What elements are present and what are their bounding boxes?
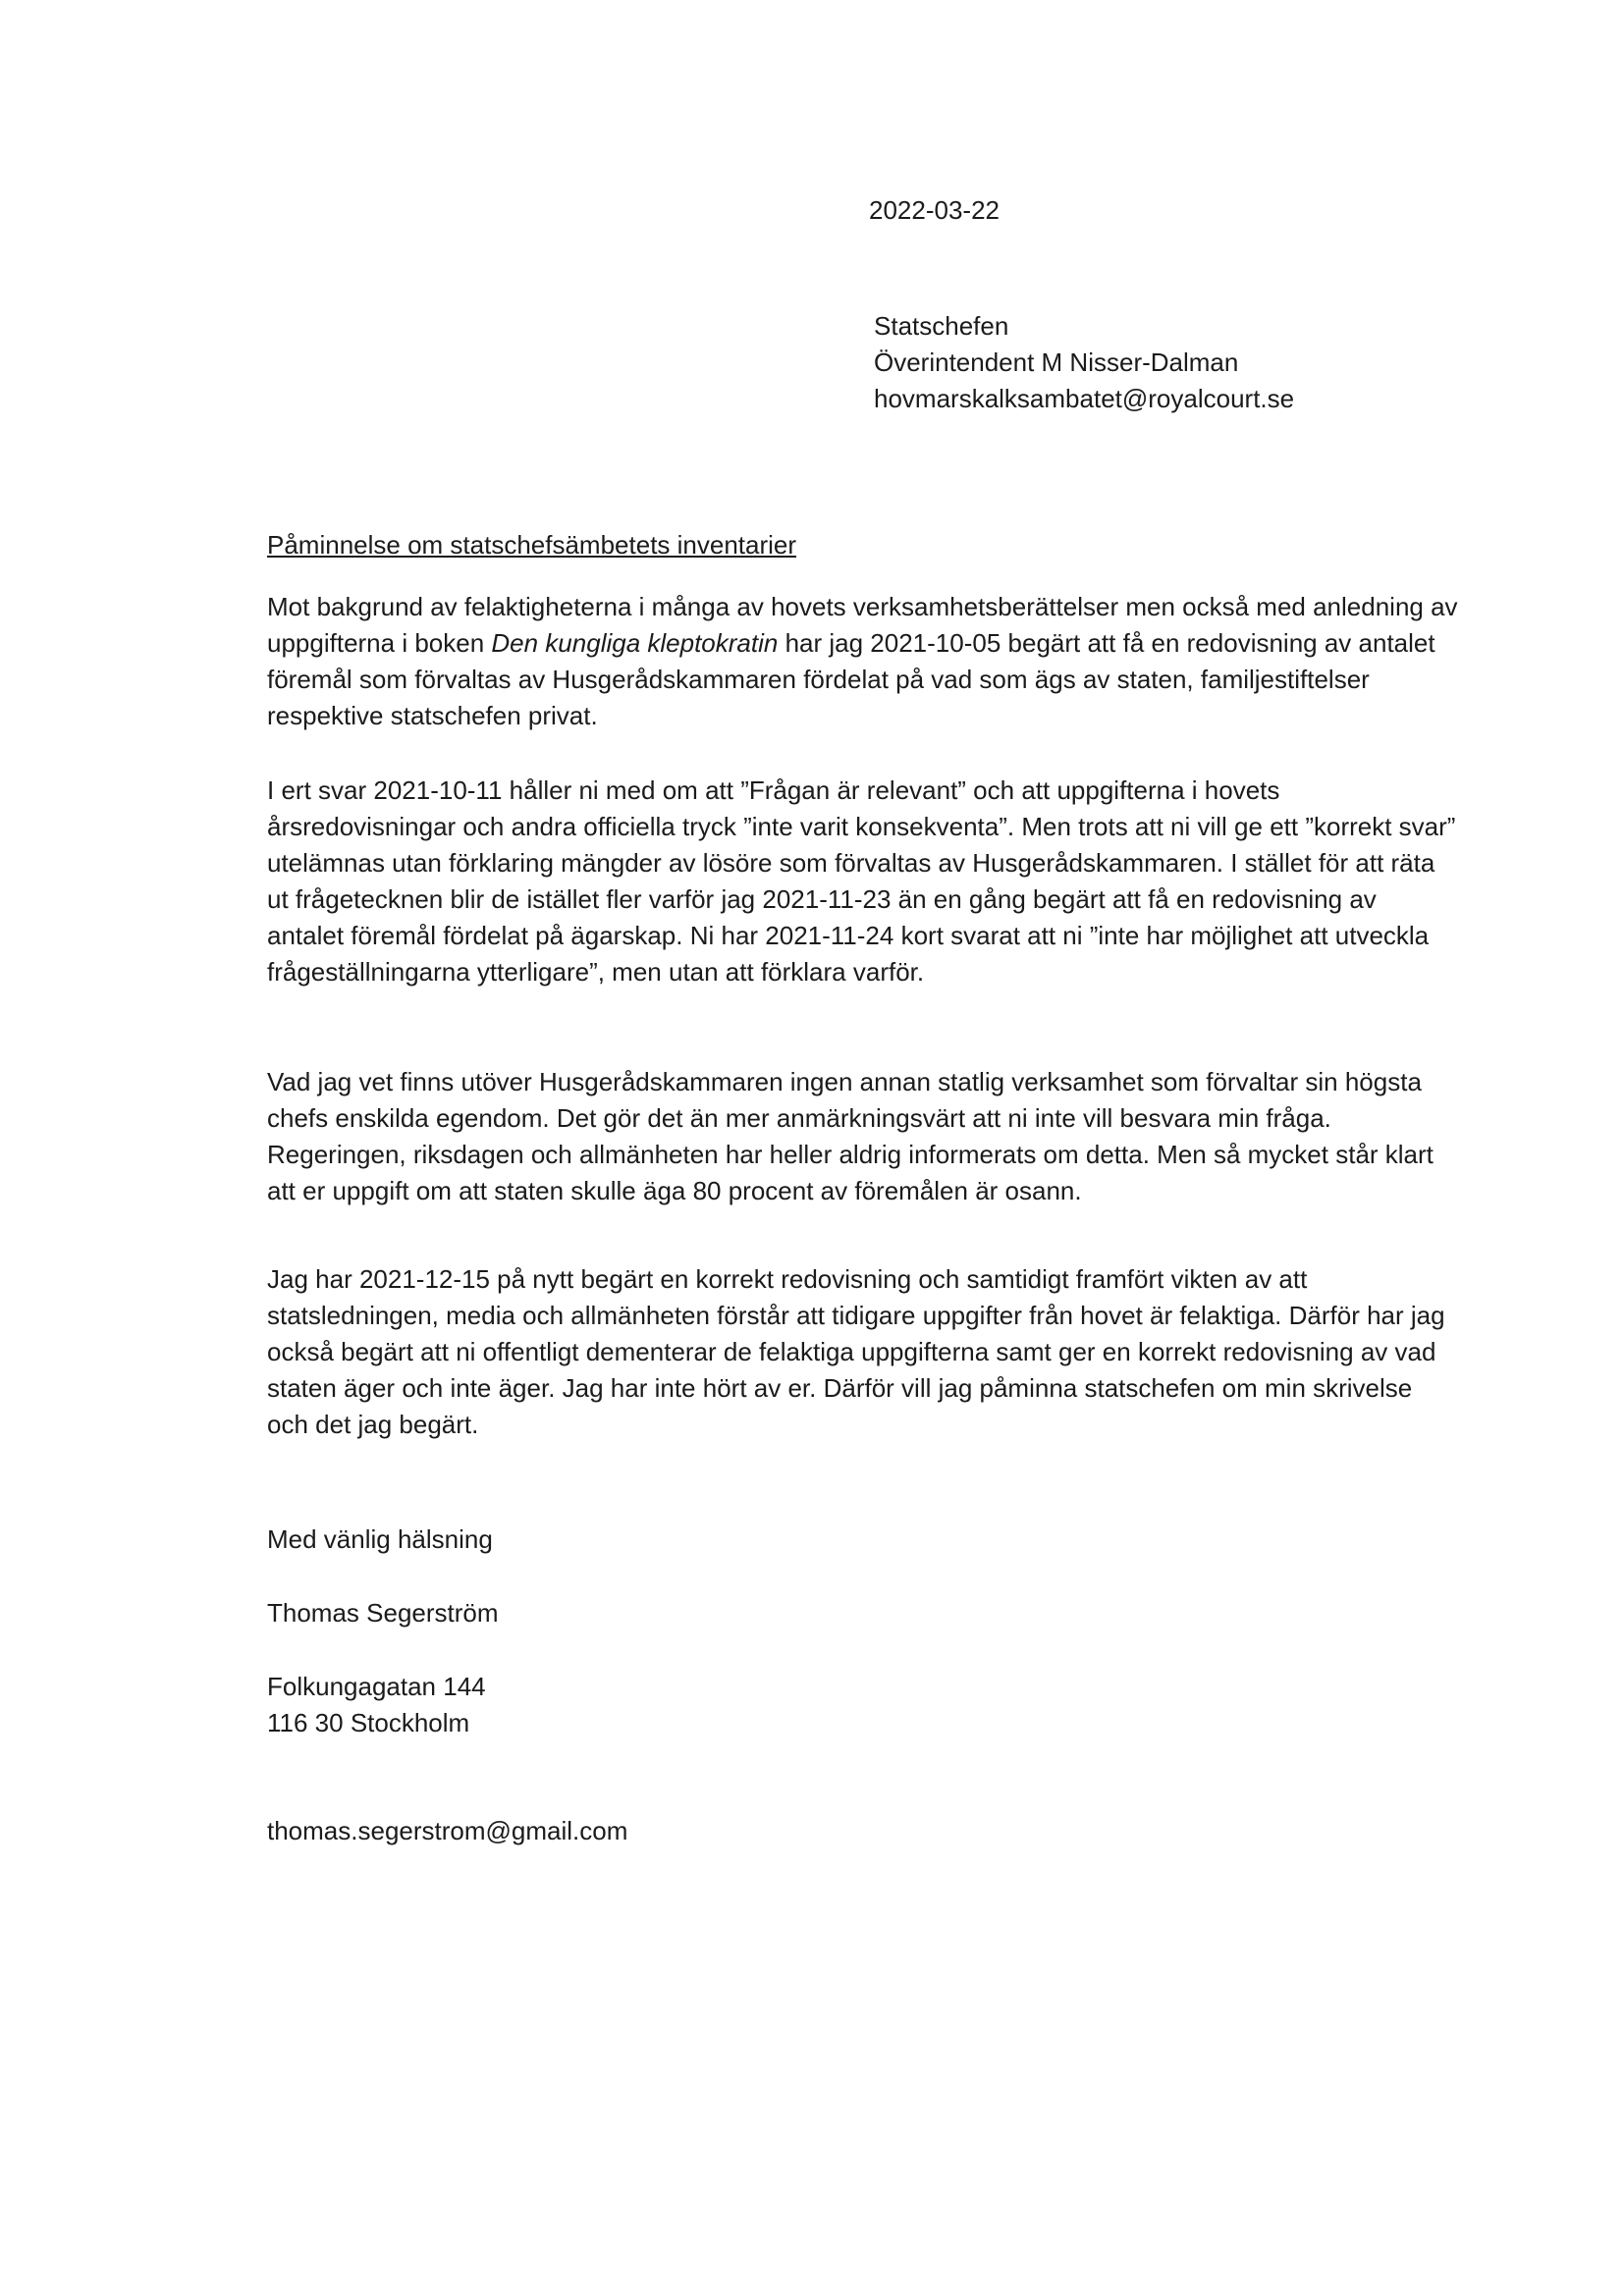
- paragraph-1-text-end: har jag 2021-10-05 begärt att få en redovisning av antalet föremål som förvaltas av Husgerådskammaren fördelat på vad som ägs av staten, familjestiftelser respektive statschefen privat.: [267, 628, 1435, 730]
- recipient-block: [874, 308, 1294, 417]
- sender-street: Folkungagatan 144: [267, 1672, 486, 1701]
- paragraph-1-book-title: Den kungliga kleptokratin: [491, 628, 779, 658]
- sender-email: thomas.segerstrom@gmail.com: [267, 1816, 628, 1845]
- sender-city: 116 30 Stockholm: [267, 1708, 470, 1737]
- closing-salutation: Med vänlig hälsning: [267, 1524, 493, 1554]
- recipient-title: Statschefen: [874, 311, 1009, 341]
- sender-address-block: [267, 1669, 486, 1741]
- letter-date: 2022-03-22: [869, 195, 1000, 225]
- recipient-email: hovmarskalksambatet@royalcourt.se: [874, 384, 1295, 413]
- paragraph-4: Jag har 2021-12-15 på nytt begärt en korrekt redovisning och samtidigt framfört vikten av att statsledningen, media och allmänheten förstår att tidigare uppgifter från hovet är felaktiga. Därför har jag också begärt att ni offentligt dementerar de felaktiga uppgifterna samt ger en korrekt redovisning av vad staten äger och inte äger. Jag har inte hört av er. Därför vill jag påminna statschefen om min skrivelse och det jag begärt.: [267, 1264, 1445, 1439]
- letter-subject: Påminnelse om statschefsämbetets inventarier: [267, 530, 797, 560]
- paragraph-3: Vad jag vet finns utöver Husgerådskammaren ingen annan statlig verksamhet som förvaltar sin högsta chefs enskilda egendom. Det gör det än mer anmärkningsvärt att ni inte vill besvara min fråga. Regeringen, riksdagen och allmänheten har heller aldrig informerats om detta. Men så mycket står klart att er uppgift om att staten skulle äga 80 procent av föremålen är osann.: [267, 1067, 1434, 1205]
- recipient-name: Överintendent M Nisser-Dalman: [874, 347, 1239, 377]
- sender-name: Thomas Segerström: [267, 1598, 499, 1628]
- paragraph-1-text-start: Mot bakgrund av felaktigheterna i många av hovets verksamhetsberättelser men också med anledning av uppgifterna i boken: [267, 592, 1458, 658]
- paragraph-2: I ert svar 2021-10-11 håller ni med om att ”Frågan är relevant” och att uppgifterna i hovets årsredovisningar och andra officiella tryck ”inte varit konsekventa”. Men trots att ni vill ge ett ”korrekt svar” utelämnas utan förklaring mängder av lösöre som förvaltas av Husgerådskammaren. I stället för att räta ut frågetecknen blir de istället fler varför jag 2021-11-23 än en gång begärt att få en redovisning av antalet föremål fördelat på ägarskap. Ni har 2021-11-24 kort svarat att ni ”inte har möjlighet att utveckla frågeställningarna ytterligare”, men utan att förklara varför.: [267, 775, 1456, 987]
- paragraph-1: [267, 589, 1460, 734]
